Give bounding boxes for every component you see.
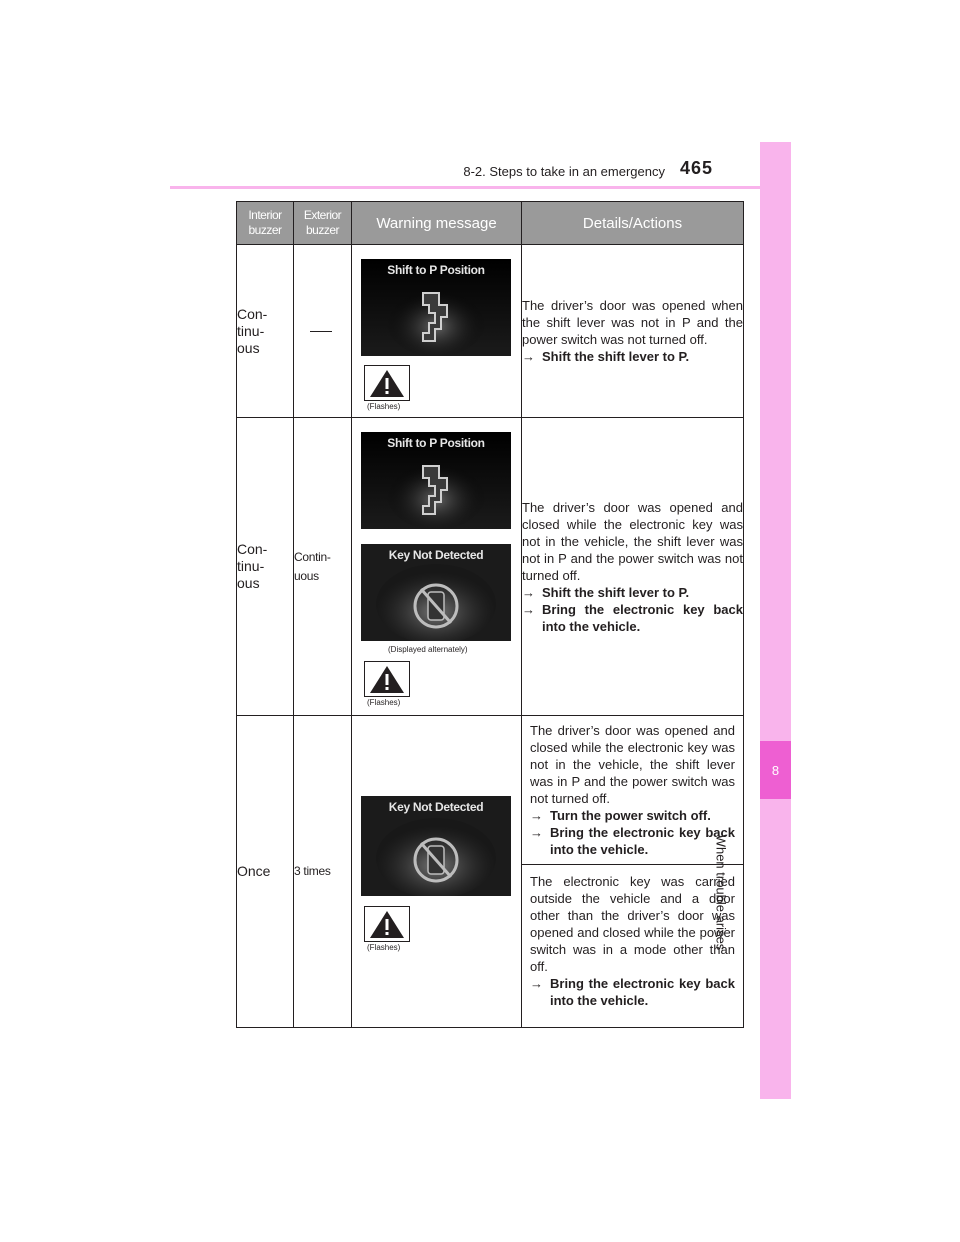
details-cell bbox=[522, 716, 744, 1028]
details-cell bbox=[522, 245, 744, 418]
details-cell bbox=[522, 418, 744, 716]
warning-triangle-icon bbox=[364, 906, 410, 942]
key-not-detected-screen bbox=[361, 796, 511, 896]
warning-message-cell bbox=[352, 716, 522, 1028]
flashes-caption: (Flashes) bbox=[367, 402, 401, 411]
no-exterior-buzzer-dash bbox=[310, 331, 332, 332]
header-details-actions: Details/Actions bbox=[522, 202, 744, 245]
table-row bbox=[237, 245, 744, 418]
header-interior-buzzer: Interior buzzer bbox=[237, 202, 294, 245]
details-text: The electronic key was carried outside the vehicle and a door other than the driver’s door was opened and closed while the power switch was in a mode other than off. bbox=[530, 874, 735, 974]
screen-title: Shift to P Position bbox=[387, 436, 485, 450]
action-text: Shift the shift lever to P. bbox=[542, 349, 690, 364]
action-item bbox=[522, 348, 743, 365]
header-warning-message: Warning message bbox=[352, 202, 522, 245]
exterior-buzzer-cell bbox=[294, 716, 352, 1028]
interior-buzzer-cell bbox=[237, 245, 294, 418]
warning-message-cell bbox=[352, 418, 522, 716]
action-text: Shift the shift lever to P. bbox=[542, 584, 690, 600]
shift-to-p-screen bbox=[361, 432, 511, 529]
exterior-buzzer-value: 3 times bbox=[294, 864, 331, 878]
table-header-row bbox=[237, 202, 744, 245]
interior-buzzer-cell bbox=[237, 418, 294, 716]
action-item bbox=[522, 584, 743, 601]
warning-triangle-icon bbox=[364, 365, 410, 401]
action-text: Bring the electronic key back into the vehicle. bbox=[550, 976, 735, 1008]
chapter-number: 8 bbox=[760, 741, 791, 799]
screen-title: Key Not Detected bbox=[388, 548, 484, 562]
screen-title: Key Not Detected bbox=[388, 800, 484, 814]
interior-buzzer-value: Once bbox=[237, 863, 271, 879]
details-text: The driver’s door was opened when the shift lever was not in P and the power switch was not turned off. bbox=[522, 298, 743, 347]
action-text: Bring the electronic key back into the vehicle. bbox=[542, 601, 743, 634]
page-number: 465 bbox=[680, 158, 714, 178]
details-text: The driver’s door was opened and closed while the electronic key was not in the vehicle, the shift lever was not in P and the power switch was not turned off. bbox=[522, 499, 743, 583]
exterior-buzzer-cell bbox=[294, 418, 352, 716]
arrow-icon: → bbox=[522, 601, 535, 617]
screen-title: Shift to P Position bbox=[387, 263, 485, 277]
action-item bbox=[530, 824, 735, 858]
arrow-icon: → bbox=[530, 808, 543, 823]
action-text: Turn the power switch off. bbox=[550, 808, 711, 823]
details-text: The driver’s door was opened and closed while the electronic key was not in the vehicle, the shift lever was in P and the power switch was not turned off. bbox=[530, 723, 735, 806]
arrow-icon: → bbox=[522, 584, 535, 600]
section-title: 8-2. Steps to take in an emergency bbox=[463, 164, 665, 179]
shift-to-p-screen bbox=[361, 259, 511, 356]
warning-table bbox=[236, 201, 744, 1028]
flashes-caption: (Flashes) bbox=[367, 698, 401, 707]
details-block-b bbox=[522, 864, 743, 1015]
header-rule bbox=[170, 186, 791, 189]
chapter-title: When trouble arises bbox=[713, 834, 728, 951]
action-item bbox=[530, 975, 735, 1009]
action-item bbox=[530, 807, 735, 824]
arrow-icon: → bbox=[530, 976, 543, 991]
chapter-title-area bbox=[713, 820, 791, 1090]
arrow-icon: → bbox=[530, 825, 543, 840]
key-not-detected-screen bbox=[361, 544, 511, 641]
exterior-buzzer-cell bbox=[294, 245, 352, 418]
action-item bbox=[522, 601, 743, 635]
interior-buzzer-value: Con- tinu- ous bbox=[237, 541, 268, 591]
interior-buzzer-cell bbox=[237, 716, 294, 1028]
warning-triangle-icon bbox=[364, 661, 410, 697]
displayed-alternately-caption: (Displayed alternately) bbox=[388, 645, 468, 654]
details-block-a bbox=[522, 716, 743, 864]
interior-buzzer-value: Con- tinu- ous bbox=[237, 305, 268, 356]
flashes-caption: (Flashes) bbox=[367, 943, 401, 952]
table-row bbox=[237, 418, 744, 716]
header-exterior-buzzer: Exterior buzzer bbox=[294, 202, 352, 245]
action-text: Bring the electronic key back into the vehicle. bbox=[550, 825, 735, 857]
table-row bbox=[237, 716, 744, 1028]
exterior-buzzer-value: Contin- uous bbox=[294, 549, 331, 583]
warning-message-cell bbox=[352, 245, 522, 418]
arrow-icon: → bbox=[522, 349, 535, 364]
